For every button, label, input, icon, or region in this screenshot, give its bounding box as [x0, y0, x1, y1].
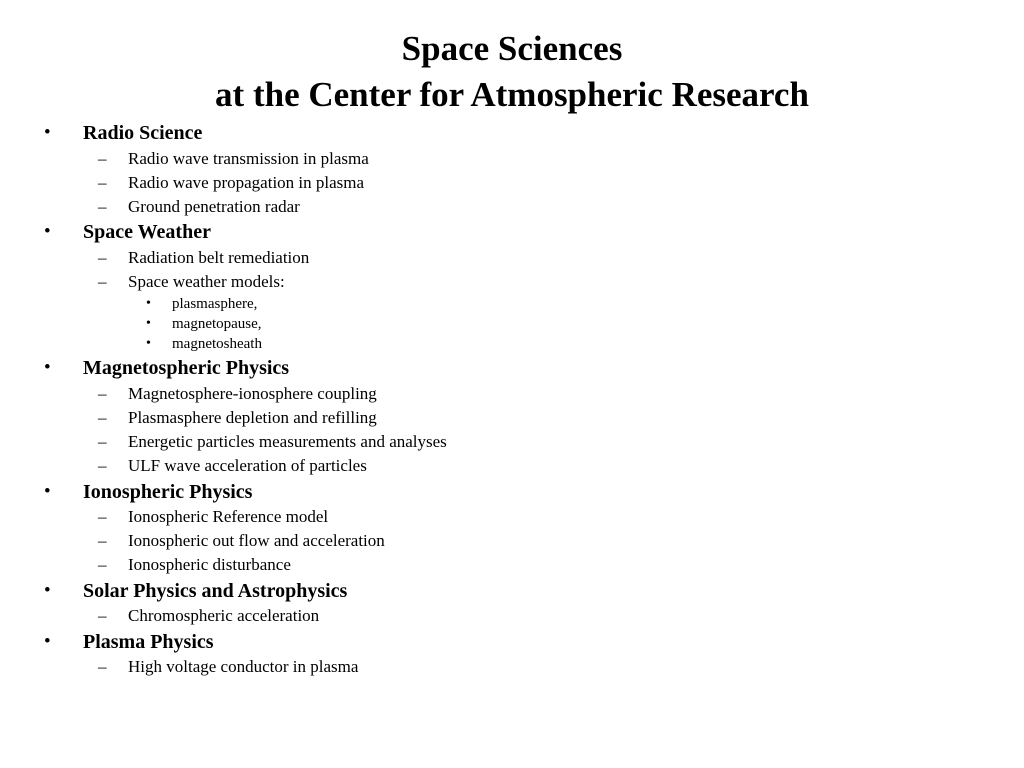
dash-marker: –: [98, 432, 107, 451]
dash-marker: –: [98, 272, 107, 291]
dash-marker: –: [98, 456, 107, 475]
sub-list-item-text: plasmasphere,: [172, 296, 258, 312]
list-item-text: Ground penetration radar: [128, 197, 300, 216]
section-heading: Radio Science: [83, 122, 203, 144]
list-item-text: Radio wave propagation in plasma: [128, 173, 365, 192]
bullet-marker: •: [146, 296, 151, 311]
title-line-1: Space Sciences: [401, 29, 623, 68]
section-heading: Magnetospheric Physics: [83, 357, 290, 379]
list-item-text: High voltage conductor in plasma: [128, 657, 359, 676]
bullet-marker: •: [44, 580, 51, 601]
dash-marker: –: [98, 173, 107, 192]
bullet-marker: •: [44, 631, 51, 652]
dash-marker: –: [98, 149, 107, 168]
list-item-text: Magnetosphere-ionosphere coupling: [128, 384, 377, 403]
dash-marker: –: [98, 555, 107, 574]
list-item-text: Ionospheric disturbance: [128, 555, 291, 574]
title-line-2: at the Center for Atmospheric Research: [215, 75, 809, 114]
list-item-text: Radiation belt remediation: [128, 248, 310, 267]
dash-marker: –: [98, 384, 107, 403]
section-heading: Plasma Physics: [83, 631, 214, 653]
dash-marker: –: [98, 408, 107, 427]
list-item-text: Space weather models:: [128, 272, 285, 291]
list-item-text: Radio wave transmission in plasma: [128, 149, 369, 168]
list-item-text: Ionospheric out flow and acceleration: [128, 531, 385, 550]
slide-title: [0, 26, 1024, 118]
dash-marker: –: [98, 657, 107, 676]
section-heading: Space Weather: [83, 221, 211, 243]
sub-list-item-text: magnetosheath: [172, 336, 262, 352]
section-heading: Solar Physics and Astrophysics: [83, 580, 348, 602]
dash-marker: –: [98, 507, 107, 526]
bullet-marker: •: [146, 316, 151, 331]
dash-marker: –: [98, 531, 107, 550]
section-heading: Ionospheric Physics: [83, 481, 253, 503]
list-item-text: ULF wave acceleration of particles: [128, 456, 367, 475]
list-item-text: Chromospheric acceleration: [128, 606, 320, 625]
dash-marker: –: [98, 606, 107, 625]
list-item-text: Energetic particles measurements and analyses: [128, 432, 447, 451]
bullet-marker: •: [146, 336, 151, 351]
bullet-marker: •: [44, 357, 51, 378]
bullet-marker: •: [44, 221, 51, 242]
dash-marker: –: [98, 197, 107, 216]
list-item-text: Plasmasphere depletion and refilling: [128, 408, 377, 427]
bullet-marker: •: [44, 481, 51, 502]
dash-marker: –: [98, 248, 107, 267]
list-item-text: Ionospheric Reference model: [128, 507, 329, 526]
bullet-marker: •: [44, 122, 51, 143]
sub-list-item-text: magnetopause,: [172, 316, 262, 332]
